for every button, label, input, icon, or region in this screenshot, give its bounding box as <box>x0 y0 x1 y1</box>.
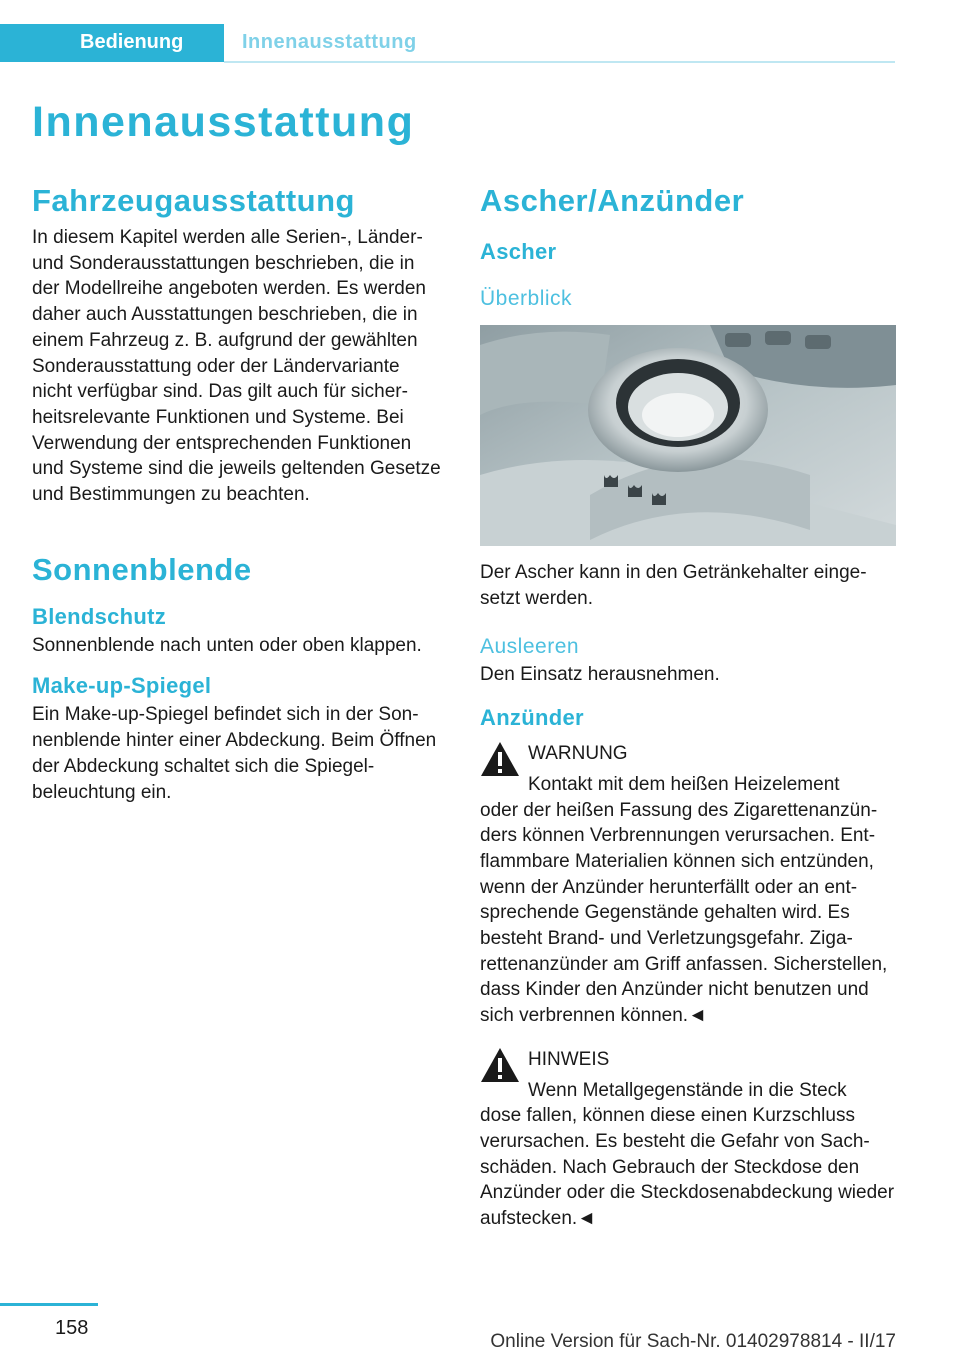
notice-text-first: Wenn Metallgegenstände in die Steck <box>528 1079 847 1101</box>
breadcrumb[interactable]: Innenausstattung <box>242 31 417 53</box>
subheading-make-up-spiegel: Make-up-Spiegel <box>32 673 212 699</box>
paragraph-make-up-spiegel: Ein Make-up-Spiegel befindet sich in der Sonnenblende hinter einer Abdeckung. Beim Öffnen der Abdeckung schaltet sich die Spiegelbeleuchtung ein. <box>32 704 437 803</box>
page-number: 158 <box>55 1317 89 1339</box>
notice-block <box>480 1047 896 1232</box>
paragraph-ascher: Der Ascher kann in den Getränkehalter eingesetzt werden. <box>480 562 867 609</box>
paragraph-fahrzeugausstattung: In diesem Kapitel werden alle Serien-, Länder- und Sonderausstattungen beschrieben, die in der Modellreihe angeboten werden. Es werden daher auch Ausstattungen beschrieben, die in einem Fahrzeug z. B. aufgrund der gewählten Sonderausstattung oder der Ländervariante nicht verfügbar sind. Das gilt auch für sicherheitsrelevante Funktionen und Systeme. Bei Verwendung der entsprechenden Funktionen und Systeme sind die jeweils geltenden Gesetze und Bestimmungen zu beachten. <box>32 227 441 506</box>
notice-triangle-icon <box>480 1047 520 1083</box>
notice-label: HINWEIS <box>528 1048 610 1070</box>
subheading-ueberblick: Überblick <box>480 287 573 310</box>
footer-divider <box>0 1303 98 1306</box>
subheading-ascher: Ascher <box>480 239 557 264</box>
header-divider <box>224 61 895 63</box>
paragraph-ausleeren: Den Einsatz herausnehmen. <box>480 664 720 686</box>
section-heading-sonnenblende: Sonnenblende <box>32 551 252 587</box>
chapter-tab[interactable] <box>0 24 224 62</box>
subheading-anzuender: Anzünder <box>480 705 584 731</box>
warning-label: WARNUNG <box>528 743 628 765</box>
warning-block <box>480 741 896 1029</box>
subheading-blendschutz: Blendschutz <box>32 603 167 629</box>
notice-text-rest: dose fallen, können diese einen Kurzschluss verursachen. Es besteht die Gefahr von Sachschäden. Nach Gebrauch der Steckdose den Anzünder oder die Steckdosenabdeckung wieder aufstecken.◄ <box>480 1105 895 1230</box>
subheading-ausleeren: Ausleeren <box>480 635 580 659</box>
warning-text-first: Kontakt mit dem heißen Heizelement <box>528 773 840 795</box>
paragraph-blendschutz: Sonnenblende nach unten oder oben klappen. <box>32 634 422 656</box>
section-heading-fahrzeugausstattung: Fahrzeugausstattung <box>32 183 355 218</box>
left-column <box>32 183 442 805</box>
warning-triangle-icon <box>480 741 520 777</box>
warning-text-rest: oder der heißen Fassung des Zigarettenanzünders können Verbrennungen verursachen. Entflammbare Materialien können sich entzünden, wenn der Anzünder herunterfällt oder an entsprechende Gegenstände gehalten wird. Es besteht Brand- und Verletzungsgefahr. Zigarettenanzünder am Griff anfassen. Sicherstellen, dass Kinder den Anzünder nicht benutzen und sich verbrennen können.◄ <box>480 799 888 1027</box>
section-heading-ascher-anzuender: Ascher/Anzünder <box>480 183 745 218</box>
online-version-note: Online Version für Sach-Nr. 01402978814 - II/17 <box>490 1331 896 1352</box>
ashtray-photo <box>480 325 896 546</box>
chapter-tab-label: Bedienung <box>80 31 184 53</box>
right-column <box>480 183 896 1232</box>
page-title: Innenausstattung <box>32 98 415 146</box>
